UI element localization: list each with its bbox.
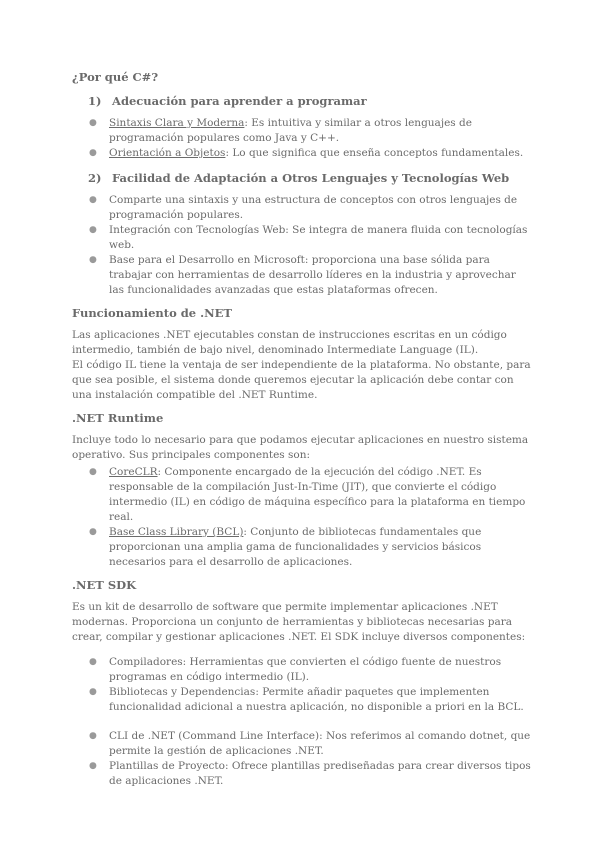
funcionamiento-paragraph-1: Las aplicaciones .NET ejecutables constan de instrucciones escritas en un código intermedio, también de bajo nivel, denominado Intermediate Language (IL). xyxy=(72,329,507,356)
list-item xyxy=(89,525,532,570)
list-item-text: Integración con Tecnologías Web: Se integra de manera fluida con tecnologías web. xyxy=(109,224,528,251)
bullet-icon: ● xyxy=(89,657,97,667)
bullet-icon: ● xyxy=(89,118,97,128)
spacer xyxy=(72,645,532,653)
section1-heading-text: Adecuación para aprender a programar xyxy=(112,94,367,108)
section1-list xyxy=(72,116,532,161)
bullet-icon: ● xyxy=(89,527,97,537)
link-bcl[interactable]: Base Class Library (BCL) xyxy=(109,526,244,538)
sdk-heading: .NET SDK xyxy=(72,578,137,592)
list-gap xyxy=(109,715,532,729)
list-item xyxy=(89,223,532,253)
list-item-text: : Es intuitiva y similar a otros lenguajes de programación populares como Java y C++. xyxy=(109,117,472,144)
bullet-icon: ● xyxy=(89,255,97,265)
list-item-text: Compiladores: Herramientas que convierten el código fuente de nuestros programas en código intermedio (IL). xyxy=(109,656,502,683)
link-orientacion[interactable]: Orientación a Objetos xyxy=(109,147,226,159)
link-coreclr[interactable]: CoreCLR xyxy=(109,466,158,478)
list-item xyxy=(89,655,532,685)
list-item-text: Comparte una sintaxis y una estructura de conceptos con otros lenguajes de programación populares. xyxy=(109,194,518,221)
list-item xyxy=(89,685,532,715)
runtime-list xyxy=(72,465,532,570)
runtime-heading: .NET Runtime xyxy=(72,411,164,425)
list-item xyxy=(89,465,532,525)
list-item xyxy=(89,116,532,146)
page-title: ¿Por qué C#? xyxy=(72,70,159,84)
section1-heading xyxy=(88,94,532,108)
section2-heading xyxy=(88,171,532,185)
section2-heading-text: Facilidad de Adaptación a Otros Lenguajes y Tecnologías Web xyxy=(112,171,510,185)
list-item-text: : Componente encargado de la ejecución del código .NET. Es responsable de la compilación Just-In-Time (JIT), que convierte el código intermedio (IL) en código de máquina específico para la plataforma en tiempo real. xyxy=(109,466,526,523)
runtime-intro: Incluye todo lo necesario para que podamos ejecutar aplicaciones en nuestro sistema operativo. Sus principales componentes son: xyxy=(72,434,529,461)
list-item-text: Bibliotecas y Dependencias: Permite añadir paquetes que implementen funcionalidad adicional a nuestra aplicación, no disponible a priori en la BCL. xyxy=(109,686,524,713)
link-sintaxis[interactable]: Sintaxis Clara y Moderna xyxy=(109,117,245,129)
funcionamiento-paragraph-2: El código IL tiene la ventaja de ser independiente de la plataforma. No obstante, para que sea posible, el sistema donde queremos ejecutar la aplicación debe contar con una instalación compatible del .NET Runtime. xyxy=(72,359,531,401)
section2-number: 2) xyxy=(88,171,102,185)
sdk-list xyxy=(72,655,532,789)
list-item xyxy=(89,729,532,759)
list-item xyxy=(89,146,532,161)
list-item xyxy=(89,193,532,223)
list-item-text: Plantillas de Proyecto: Ofrece plantillas prediseñadas para crear diversos tipos de aplicaciones .NET. xyxy=(109,760,531,787)
bullet-icon: ● xyxy=(89,761,97,771)
bullet-icon: ● xyxy=(89,225,97,235)
section2-list xyxy=(72,193,532,298)
list-item-text: CLI de .NET (Command Line Interface): Nos referimos al comando dotnet, que permite la gestión de aplicaciones .NET. xyxy=(109,730,531,757)
bullet-icon: ● xyxy=(89,731,97,741)
bullet-icon: ● xyxy=(89,148,97,158)
list-item xyxy=(89,253,532,298)
list-item-text: Base para el Desarrollo en Microsoft: proporciona una base sólida para trabajar con herramientas de desarrollo líderes en la industria y aprovechar las funcionalidades avanzadas que estas plataformas ofrecen. xyxy=(109,254,516,296)
section1-number: 1) xyxy=(88,94,102,108)
sdk-intro: Es un kit de desarrollo de software que permite implementar aplicaciones .NET modernas. Proporciona un conjunto de herramientas y bibliotecas necesarias para crear, compilar y gestionar aplicaciones .NET. El SDK incluye diversos componentes: xyxy=(72,601,526,643)
bullet-icon: ● xyxy=(89,467,97,477)
document-content xyxy=(72,70,532,795)
list-item-text: : Lo que significa que enseña conceptos fundamentales. xyxy=(225,147,524,159)
bullet-icon: ● xyxy=(89,195,97,205)
list-item xyxy=(89,759,532,789)
list-item-text: : Conjunto de bibliotecas fundamentales que proporcionan una amplia gama de funcionalidades y servicios básicos necesarios para el desarrollo de aplicaciones. xyxy=(109,526,482,568)
bullet-icon: ● xyxy=(89,687,97,697)
funcionamiento-heading: Funcionamiento de .NET xyxy=(72,306,232,320)
